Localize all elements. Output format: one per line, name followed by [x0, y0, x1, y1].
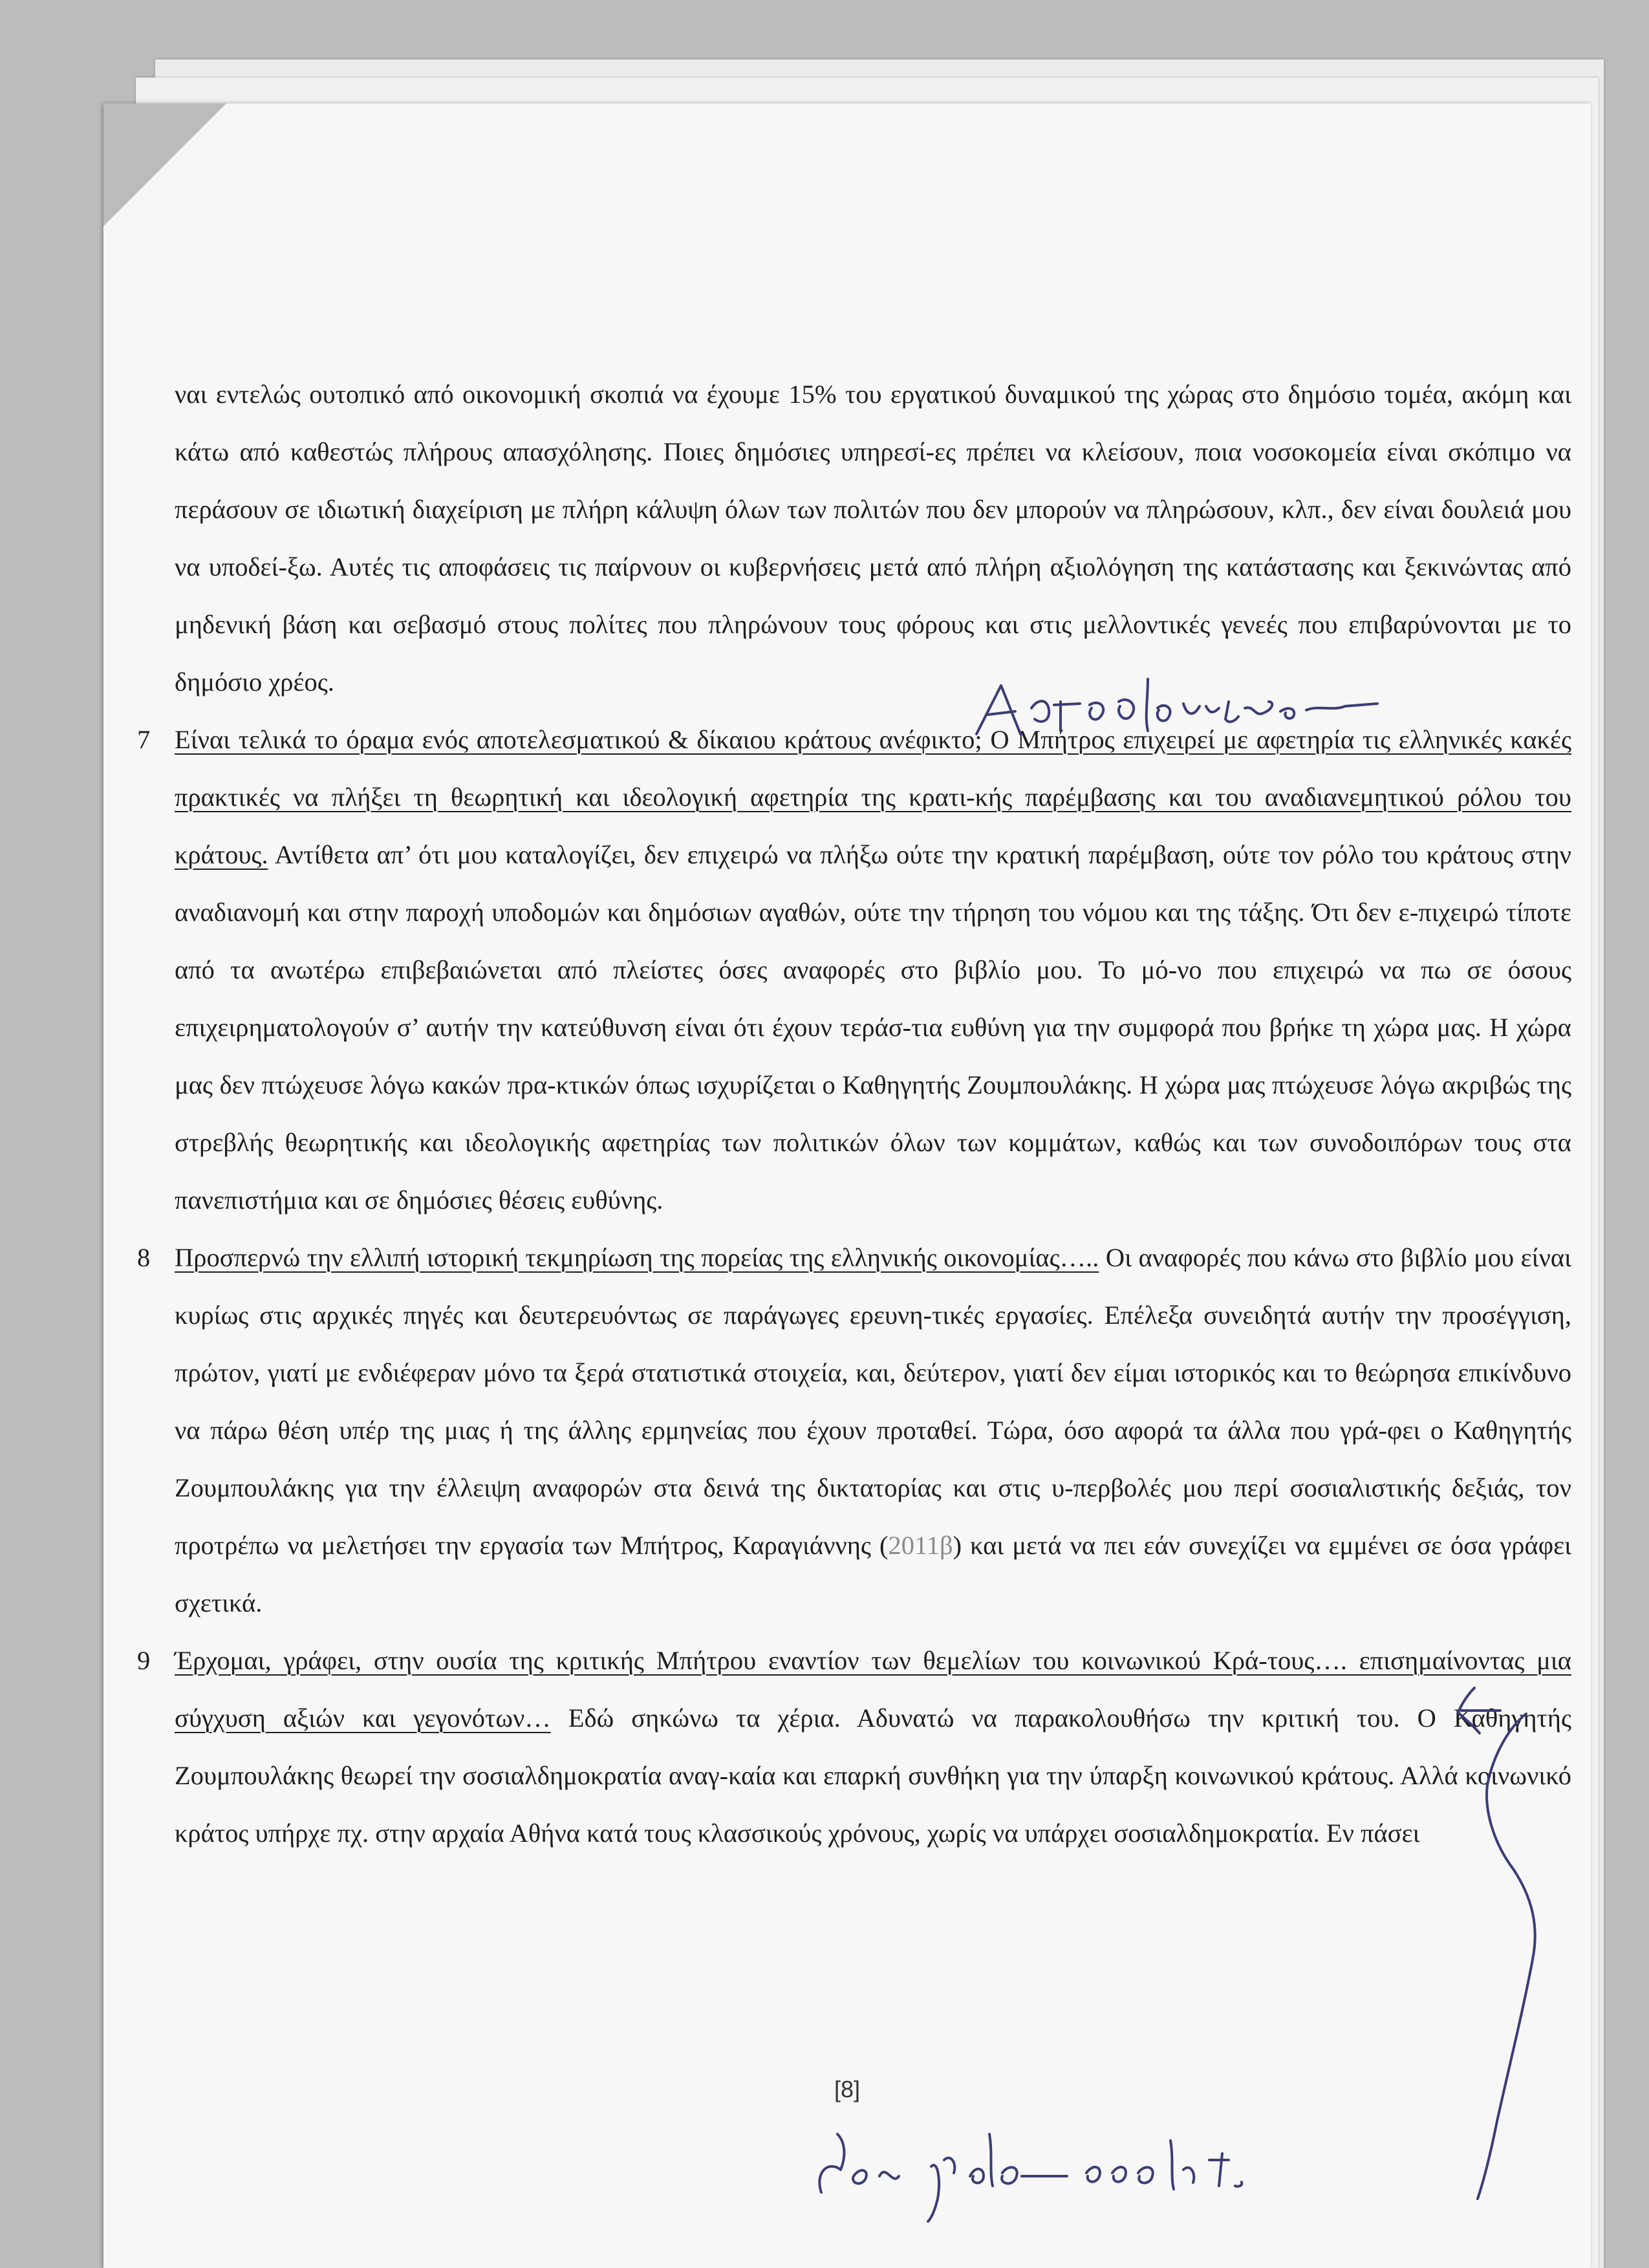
handwriting-stroke [819, 2134, 1242, 2221]
paragraph-8 [137, 1229, 1572, 1632]
quoted-critique: Έρχομαι, γράφει, στην ουσία της κριτικής Μπήτρου εναντίον των θεμελίων του κοινωνικού Κρά-τους…. επισημαίνοντας μια σύγχυση αξιών και γεγονότων… [175, 1646, 1571, 1733]
handwritten-footer-note [808, 2115, 1300, 2225]
paragraph-number: 7 [137, 725, 151, 754]
intro-paragraph [175, 365, 1571, 711]
scanned-page [103, 103, 1591, 2268]
folded-corner [103, 103, 226, 226]
paragraph-number: 9 [137, 1646, 151, 1675]
handwritten-margin-note [970, 673, 1384, 744]
paragraph-text: Εδώ σηκώνω τα χέρια. Αδυνατώ να παρακολουθήσω την κριτική του. Ο Καθηγητής Ζουμπουλάκης θεωρεί την σοσιαλδημοκρατία αναγ-καία και επαρκή συνθήκη για την ύπαρξη κοινωνικού κράτους. Αλλά κοινωνικό κράτος υπήρχε πχ. στην αρχαία Αθήνα κατά τους κλασσικούς χρόνους, χωρίς να υπάρχει σοσιαλδημοκρατία. Εν πάσει [175, 1703, 1571, 1848]
handwriting-stroke [976, 679, 1377, 734]
citation-link: 2011β [888, 1531, 953, 1560]
arrow-stroke [1458, 1688, 1500, 1733]
arrow-stroke [1478, 1714, 1535, 2199]
paragraph-number: 8 [137, 1243, 151, 1272]
paragraph-text: Οι αναφορές που κάνω στο βιβλίο μου είναι κυρίως στις αρχικές πηγές και δευτερευόντως σε παράγωγες ερευνη-τικές εργασίες. Επέλεξα συνειδητά αυτήν την προσέγγιση, πρώτον, γιατί με ενδιέφεραν μόνο τα ξερά στατιστικά στοιχεία, και, δεύτερον, γιατί δεν είμαι ιστορικός και το θεώρησα επικίνδυνο να πάρω θέση υπέρ της μιας ή της άλλης ερμηνείας που έχουν προταθεί. Τώρα, όσο αφορά τα άλλα που γρά-φει ο Καθηγητής Ζουμπουλάκης για την έλλειψη αναφορών στα δεινά της δικτατορίας και στις υ-περβολές μου περί σοσιαλιστικής δεξιάς, τον προτρέπω να μελετήσει την εργασία των Μπήτρος, Καραγιάννης ( [175, 1243, 1571, 1560]
paragraph-text: Αντίθετα απ’ ότι μου καταλογίζει, δεν επιχειρώ να πλήξω ούτε την κρατική παρέμβαση, ούτε τον ρόλο του κράτους στην αναδιανομή και στην παροχή υποδομών και δημόσιων αγαθών, ούτε την τήρηση του νόμου και της τάξης. Ότι δεν ε-πιχειρώ τίποτε από τα ανωτέρω επιβεβαιώνεται από πλείστες όσες αναφορές στο βιβλίο μου. Το μό-νο που επιχειρώ να πω σε όσους επιχειρηματολογούν σ’ αυτήν την κατεύθυνση είναι ότι έχουν τεράσ-τια ευθύνη για την συμφορά που βρήκε τη χώρα μας. Η χώρα μας δεν πτώχευσε λόγω κακών πρα-κτικών όπως ισχυρίζεται ο Καθηγητής Ζουμπουλάκης. Η χώρα μας πτώχευσε λόγω ακριβώς της στρεβλής θεωρητικής και ιδεολογικής αφετηρίας των πολιτικών όλων των κομμάτων, καθώς και των συνοδοιπόρων τους στα πανεπιστήμια και σε δημόσιες θέσεις ευθύνης. [175, 840, 1571, 1215]
document-body [137, 365, 1572, 1862]
intro-text: ναι εντελώς ουτοπικό από οικονομική σκοπιά να έχουμε 15% του εργατικού δυναμικού της χώρας στο δημόσιο τομέα, ακόμη και κάτω από καθεστώς πλήρους απασχόλησης. Ποιες δημόσιες υπηρεσί-ες πρέπει να κλείσουν, ποια νοσοκομεία είναι σκόπιμο να περάσουν σε ιδιωτική διαχείριση με πλήρη κάλυψη όλων των πολιτών που δεν μπορούν να πληρώσουν, κλπ., δεν είναι δουλειά μου να υποδεί-ξω. Αυτές τις αποφάσεις τις παίρνουν οι κυβερνήσεις μετά από πλήρη αξιολόγηση της κατάστασης και ξεκινώντας από μηδενική βάση και σεβασμό στους πολίτες που πληρώνουν τους φόρους και στις μελλοντικές γενεές που επιβαρύνονται με το δημόσιο χρέος. [175, 380, 1571, 697]
quoted-critique: Είναι τελικά το όραμα ενός αποτελεσματικού & δίκαιου κράτους ανέφικτο; Ο Μπήτρος επιχειρεί με αφετηρία τις ελληνικές κακές πρακτικές να πλήξει τη θεωρητική και ιδεολογική αφετηρία της κρατι-κής παρέμβασης και του αναδιανεμητικού ρόλου του κράτους. [175, 725, 1571, 869]
quoted-critique: Προσπερνώ την ελλιπή ιστορική τεκμηρίωση της πορείας της ελληνικής οικονομίας….. [175, 1243, 1099, 1272]
handwritten-margin-bracket [1449, 1675, 1578, 2205]
paragraph-text-end: ) και μετά να πει εάν συνεχίζει να εμμένει σε όσα γράφει σχετικά. [175, 1531, 1572, 1617]
paragraph-9 [137, 1632, 1571, 1862]
paragraph-7 [137, 711, 1571, 1229]
page-number: [8] [834, 2076, 861, 2102]
